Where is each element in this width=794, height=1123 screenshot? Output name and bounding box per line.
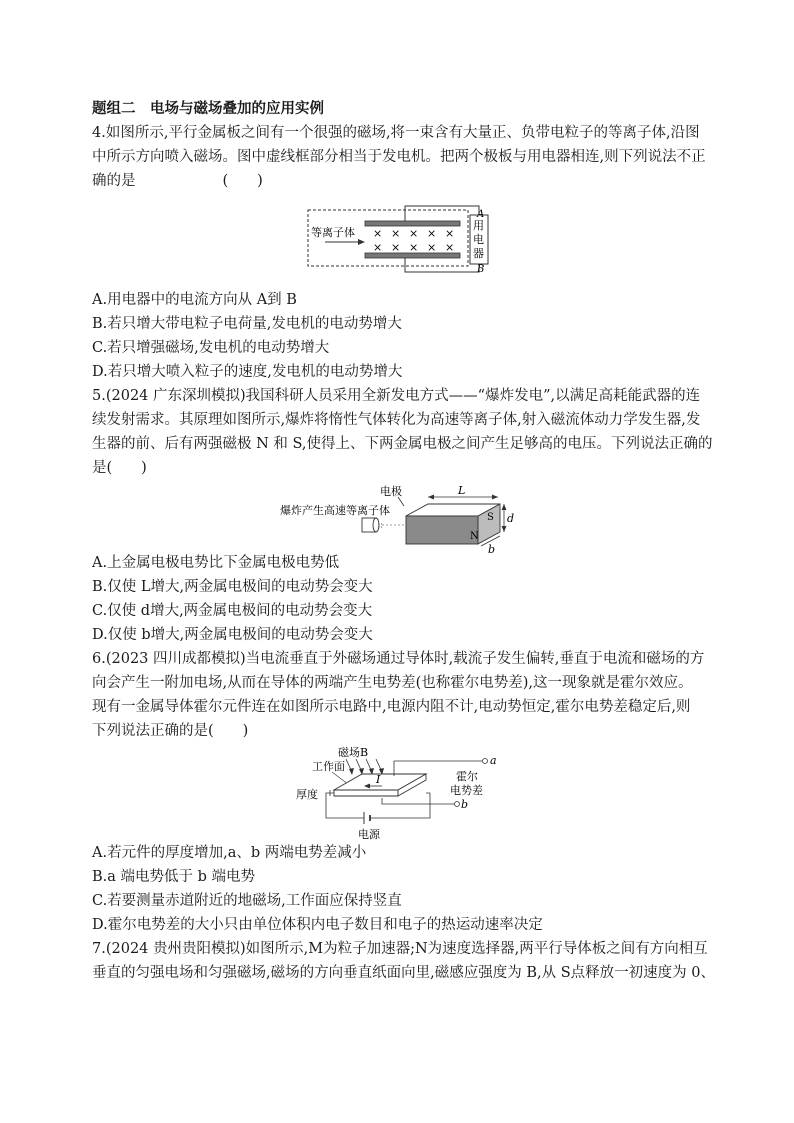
q4-option-d: D.若只增大喷入粒子的速度,发电机的电动势增大 [92,364,403,380]
field-mark: × [427,227,437,240]
field-mark: × [373,227,383,240]
field-mark: × [445,227,455,240]
device-char: 电 [473,233,484,246]
width-label: b [488,543,496,556]
pole-n-label: N [470,531,479,542]
q6-stem-line-3: 现有一金属导体霍尔元件连在如图所示电路中,电源内阻不计,电动势恒定,霍尔电势差稳定后,则 [92,699,691,715]
field-mark: × [391,241,401,254]
length-arrow-right [492,495,498,500]
q5-stem-line-2: 续发射需求。其原理如图所示,爆炸将惰性气体转化为高速等离子体,射入磁流体动力学发生器,发 [92,412,701,428]
q5-stem-line-4: 是( ) [92,460,147,476]
field-mark: × [409,241,419,254]
q4-option-c: C.若只增强磁场,发电机的电动势增大 [92,340,330,356]
terminal-a-label: a [490,754,497,767]
plasma-label: 等离子体 [311,226,355,239]
electrode-label: 电极 [380,485,402,498]
depth-arrow-top [502,504,507,510]
q6-option-c: C.若要测量赤道附近的地磁场,工作面应保持竖直 [92,893,402,909]
q4-stem-line-1: 4.如图所示,平行金属板之间有一个很强的磁场,将一束含有大量正、负带电粒子的等离子体,沿图 [92,125,700,141]
source-label: 电源 [358,828,380,841]
q5-option-b: B.仅使 L增大,两金属电极间的电动势会变大 [92,579,373,595]
q7-stem-line-2: 垂直的匀强电场和匀强磁场,磁场的方向垂直纸面向里,磁感应强度为 B,从 S点释放一初速度为 0、 [92,965,715,981]
spray-mark: ∷ [378,522,383,530]
terminal-a [483,759,488,764]
field-mark: × [445,241,455,254]
pole-s-label: S [487,512,494,523]
field-mark: × [391,227,401,240]
q4-stem-line-2: 中所示方向喷入磁场。图中虚线框部分相当于发电机。把两个极板与用电器相连,则下列说法不正 [92,149,706,165]
circuit-wire-right [370,793,430,818]
hall-label-line-2: 电势差 [450,784,483,797]
section-title: 题组二 电场与磁场叠加的应用实例 [92,100,324,117]
device-char: 器 [473,247,484,260]
device-char: 用 [473,219,484,232]
q6-stem-line-1: 6.(2023 四川成都模拟)当电流垂直于外磁场通过导体时,载流子发生偏转,垂直于电流和磁场的方 [92,651,705,667]
injection-arrow-head [358,239,365,245]
q4-figure [305,204,495,276]
terminal-a-label: A [477,209,485,220]
q4-stem-line-3: 确的是 ( ) [92,173,263,189]
q5-option-d: D.仅使 b增大,两金属电极间的电动势会变大 [92,627,373,643]
q7-stem-line-1: 7.(2024 贵州贵阳模拟)如图所示,M为粒子加速器;N为速度选择器,两平行导体板之间有方向相互 [92,941,708,957]
thickness-label: 厚度 [296,788,318,801]
current-label: I [376,773,381,786]
depth-label: d [507,512,515,525]
terminal-b-label: B [477,264,485,275]
plasma-label: 爆炸产生高速等离子体 [280,504,390,517]
q6-option-b: B.a 端电势低于 b 端电势 [92,869,256,885]
q5-stem-line-1: 5.(2024 广东深圳模拟)我国科研人员采用全新发电方式——“爆炸发电”,以满足高耗能武器的连 [92,388,701,404]
hall-label-line-1: 霍尔 [456,770,478,783]
wire-top [405,206,479,221]
terminal-b [455,802,460,807]
q4-option-a: A.用电器中的电流方向从 A到 B [92,292,297,308]
q6-option-a: A.若元件的厚度增加,a、b 两端电势差减小 [92,845,367,861]
q5-figure [278,482,528,556]
q6-figure [296,746,506,841]
upper-plate [365,221,460,226]
q6-stem-line-2: 向会产生一附加电场,从而在导体的两端产生电势差(也称霍尔电势差),这一现象就是霍尔效应。 [92,675,693,691]
depth-arrow-bottom [502,526,507,532]
q4-option-b: B.若只增大带电粒子电荷量,发电机的电动势增大 [92,316,402,332]
wire-to-b [382,798,454,804]
q6-option-d: D.霍尔电势差的大小只由单位体积内电子数目和电子的热运动速率决定 [92,917,543,933]
q5-stem-line-3: 生器的前、后有两强磁极 N 和 S,使得上、下两金属电极之间产生足够高的电压。下列说法正确的 [92,436,713,452]
hall-element-front [334,790,398,796]
q5-option-c: C.仅使 d增大,两金属电极间的电动势会变大 [92,603,373,619]
field-label: 磁场B [338,746,369,759]
length-arrow-left [428,495,434,500]
work-face-label: 工作面 [312,760,345,773]
field-mark: × [409,227,419,240]
generator-front-face [406,516,478,544]
q6-stem-line-4: 下列说法正确的是( ) [92,723,249,739]
field-mark: × [373,241,383,254]
field-mark: × [427,241,437,254]
length-label: L [458,484,466,497]
q5-option-a: A.上金属电极电势比下金属电极电势低 [92,555,340,571]
field-arrow-head [349,768,354,775]
work-face-leader [332,772,348,784]
circuit-wire-left [326,793,364,818]
electrode-leader [398,497,404,506]
terminal-b-label: b [461,798,469,811]
